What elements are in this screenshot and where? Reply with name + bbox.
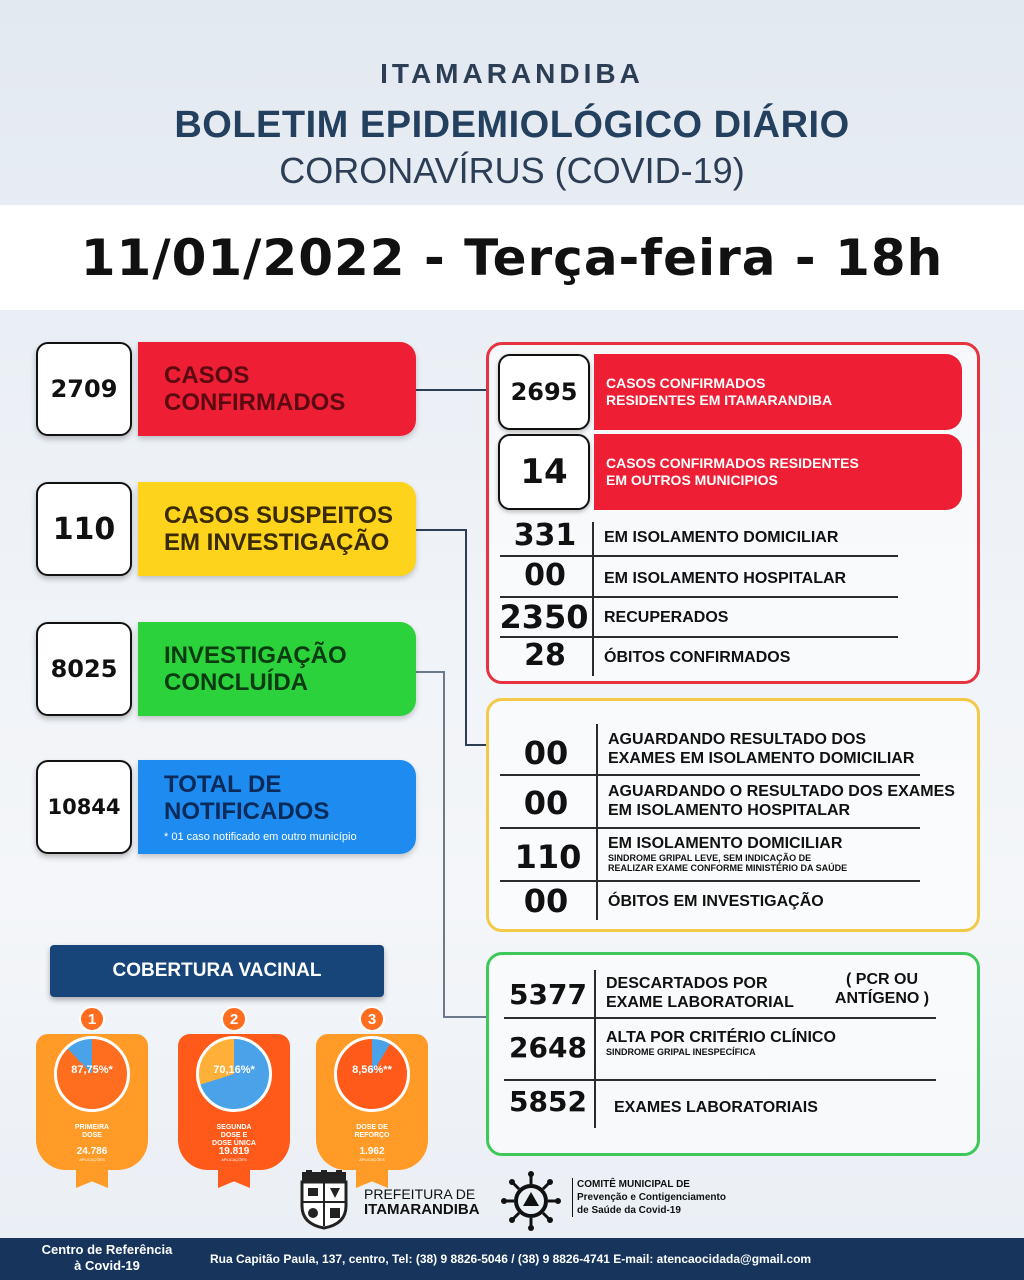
residents-value: 2695 <box>498 354 590 430</box>
notified-label-line2: NOTIFICADOS <box>164 798 330 825</box>
home-isolation-label: EM ISOLAMENTO DOMICILIAR <box>604 529 839 546</box>
bulletin-date: 11/01/2022 - Terça-feira - 18h <box>80 229 944 287</box>
bulletin-title: BOLETIM EPIDEMIOLÓGICO DIÁRIO <box>174 104 850 146</box>
vaccine-percentage: 70,16%* <box>213 1064 255 1076</box>
awaiting-hospital-label-line1: AGUARDANDO O RESULTADO DOS EXAMES <box>608 783 955 800</box>
concluded-label <box>138 622 416 716</box>
residents-label-line1: CASOS CONFIRMADOS <box>606 375 766 391</box>
notified-note: * 01 caso notificado em outro município <box>164 831 357 843</box>
notified-value: 10844 <box>36 760 132 854</box>
dose-label-line1: PRIMEIRA <box>74 1124 110 1131</box>
suspected-label-line1: CASOS SUSPEITOS <box>164 502 393 529</box>
residents-label <box>594 354 962 430</box>
dose-label-line1: SEGUNDA <box>216 1124 252 1131</box>
hospital-isolation-value: 00 <box>524 558 566 593</box>
dose-label <box>178 1124 290 1148</box>
footer-bar <box>0 1238 1024 1280</box>
notified-label-line1: TOTAL DE <box>164 771 282 798</box>
clinical-discharge-sub1: SINDROME GRIPAL INESPECÍFICA <box>606 1047 756 1057</box>
other-municipalities-label-line1: CASOS CONFIRMADOS RESIDENTES <box>606 455 859 471</box>
awaiting-hospital-value: 00 <box>523 784 569 822</box>
suspected-value: 110 <box>36 482 132 576</box>
concluded-label-line2: CONCLUÍDA <box>164 669 308 696</box>
awaiting-home-label-line2: EXAMES EM ISOLAMENTO DOMICILIAR <box>608 750 915 767</box>
awaiting-hospital-label <box>608 782 955 820</box>
yellow-rows-divider <box>596 724 598 920</box>
connector-suspected-v <box>465 529 467 745</box>
confirmed-value: 2709 <box>36 342 132 436</box>
committee-line3: de Saúde da Covid-19 <box>577 1205 681 1216</box>
city-hall-line1: PREFEITURA DE <box>364 1186 476 1202</box>
suspected-label <box>138 482 416 576</box>
city-coat-of-arms-icon <box>296 1170 352 1230</box>
concluded-label-line1: INVESTIGAÇÃO <box>164 642 347 669</box>
dose-applied-count: 19.819 <box>218 1146 250 1157</box>
other-municipalities-value: 14 <box>498 434 590 510</box>
other-municipalities-label <box>594 434 962 510</box>
clinical-discharge-label-line1: ALTA POR CRITÉRIO CLÍNICO <box>606 1029 836 1046</box>
home-isolation-mild-sub2: REALIZAR EXAME CONFORME MINISTÉRIO DA SAÚDE <box>608 863 848 873</box>
dose-label-line3: DOSE ÚNICA <box>212 1140 256 1147</box>
vaccine-percentage: 87,75%* <box>71 1064 113 1076</box>
yellow-row-separator <box>500 774 920 776</box>
discarded-note-line1: ( PCR OU <box>846 971 918 988</box>
dose-number-badge: 3 <box>359 1006 385 1032</box>
vaccine-percentage: 8,56%** <box>352 1064 392 1076</box>
reference-center <box>12 1242 202 1274</box>
home-isolation-value: 331 <box>513 518 577 553</box>
contact-info: Rua Capitão Paula, 137, centro, Tel: (38) 9 8826-5046 / (38) 9 8826-4741 E-mail: atencaocidada@gmail.com <box>210 1252 812 1266</box>
red-rows-divider <box>592 522 594 676</box>
dose-label-line1: DOSE DE <box>356 1124 388 1131</box>
connector-concluded-h <box>416 671 444 673</box>
home-isolation-mild-label <box>608 834 847 873</box>
confirmed-label-line1: CASOS <box>164 362 250 389</box>
residents-label-line2: RESIDENTES EM ITAMARANDIBA <box>606 392 833 408</box>
home-isolation-mild-value: 110 <box>514 838 582 876</box>
discarded-label <box>606 974 794 1012</box>
bulletin-subtitle: CORONAVÍRUS (COVID-19) <box>279 150 745 191</box>
discarded-label-line2: EXAME LABORATORIAL <box>606 994 794 1011</box>
connector-confirmed <box>416 389 486 391</box>
red-row-separator <box>500 555 898 557</box>
vaccine-card-tail <box>218 1166 250 1188</box>
discarded-note-line2: ANTÍGENO ) <box>834 990 930 1007</box>
dose-applied-count: 24.786 <box>76 1146 108 1157</box>
vaccine-dose-2 <box>178 1006 290 1188</box>
dose-label-line2: DOSE E <box>220 1132 248 1139</box>
connector-suspected-end <box>465 744 487 746</box>
discarded-label-line1: DESCARTADOS POR <box>606 975 768 992</box>
awaiting-home-label-line1: AGUARDANDO RESULTADO DOS <box>608 731 867 748</box>
dose-label <box>36 1124 148 1140</box>
discarded-note <box>826 970 938 1008</box>
dose-applied-caption: APLICAÇÕES <box>221 1157 247 1162</box>
green-rows-divider <box>594 970 596 1128</box>
confirmed-deaths-value: 28 <box>524 638 566 673</box>
reference-center-line1: Centro de Referência <box>41 1242 173 1257</box>
concluded-value: 8025 <box>36 622 132 716</box>
connector-suspected-h <box>416 529 466 531</box>
vaccine-card-tail <box>76 1166 108 1188</box>
connector-concluded-end <box>443 1016 487 1018</box>
vaccine-dose-3 <box>316 1006 428 1188</box>
deaths-investigation-label: ÓBITOS EM INVESTIGAÇÃO <box>608 893 824 910</box>
vaccine-card-tail <box>356 1166 388 1188</box>
lab-exams-value: 5852 <box>509 1085 587 1118</box>
dose-label-line2: DOSE <box>82 1132 102 1139</box>
covid-committee-virus-icon <box>500 1170 562 1232</box>
dose-applied-count: 1.962 <box>359 1146 385 1157</box>
confirmed-label <box>138 342 416 436</box>
dose-number-badge: 2 <box>221 1006 247 1032</box>
hospital-isolation-label: EM ISOLAMENTO HOSPITALAR <box>604 570 847 587</box>
confirmed-label-line2: CONFIRMADOS <box>164 389 346 416</box>
recovered-value: 2350 <box>499 598 589 636</box>
recovered-label: RECUPERADOS <box>604 609 729 626</box>
dose-label-line2: REFORÇO <box>354 1132 390 1139</box>
vaccine-dose-1 <box>36 1006 148 1188</box>
discarded-value: 5377 <box>509 978 587 1011</box>
yellow-row-separator <box>500 827 920 829</box>
awaiting-home-label <box>608 730 914 768</box>
header <box>0 0 1024 205</box>
city-name: ITAMARANDIBA <box>380 58 644 89</box>
confirmed-deaths-label: ÓBITOS CONFIRMADOS <box>604 649 791 666</box>
dose-applied-caption: APLICAÇÕES <box>79 1157 105 1162</box>
covid-committee-name <box>572 1178 726 1217</box>
awaiting-hospital-label-line2: EM ISOLAMENTO HOSPITALAR <box>608 802 851 819</box>
connector-concluded-v <box>443 671 445 1017</box>
reference-center-line2: à Covid-19 <box>74 1258 140 1273</box>
green-row-separator <box>504 1079 936 1081</box>
home-isolation-mild-sub1: SINDROME GRIPAL LEVE, SEM INDICAÇÃO DE <box>608 853 812 863</box>
vaccine-coverage-title: COBERTURA VACINAL <box>50 945 384 997</box>
dose-applied-caption: APLICAÇÕES <box>359 1157 385 1162</box>
committee-line1: COMITÊ MUNICIPAL DE <box>577 1179 690 1190</box>
dose-number-badge: 1 <box>79 1006 105 1032</box>
notified-label <box>138 760 416 854</box>
clinical-discharge-label <box>606 1028 836 1057</box>
city-hall-line2: ITAMARANDIBA <box>364 1201 480 1218</box>
deaths-investigation-value: 00 <box>523 882 569 920</box>
lab-exams-label: EXAMES LABORATORIAIS <box>614 1099 818 1116</box>
clinical-discharge-value: 2648 <box>509 1031 587 1064</box>
date-band <box>0 205 1024 310</box>
green-row-separator <box>504 1017 936 1019</box>
awaiting-home-value: 00 <box>523 734 569 772</box>
home-isolation-mild-label-line1: EM ISOLAMENTO DOMICILIAR <box>608 835 843 852</box>
dose-label <box>316 1124 428 1140</box>
committee-line2: Prevenção e Contigenciamento <box>577 1192 726 1203</box>
other-municipalities-label-line2: EM OUTROS MUNICIPIOS <box>606 472 778 488</box>
suspected-label-line2: EM INVESTIGAÇÃO <box>164 529 390 556</box>
